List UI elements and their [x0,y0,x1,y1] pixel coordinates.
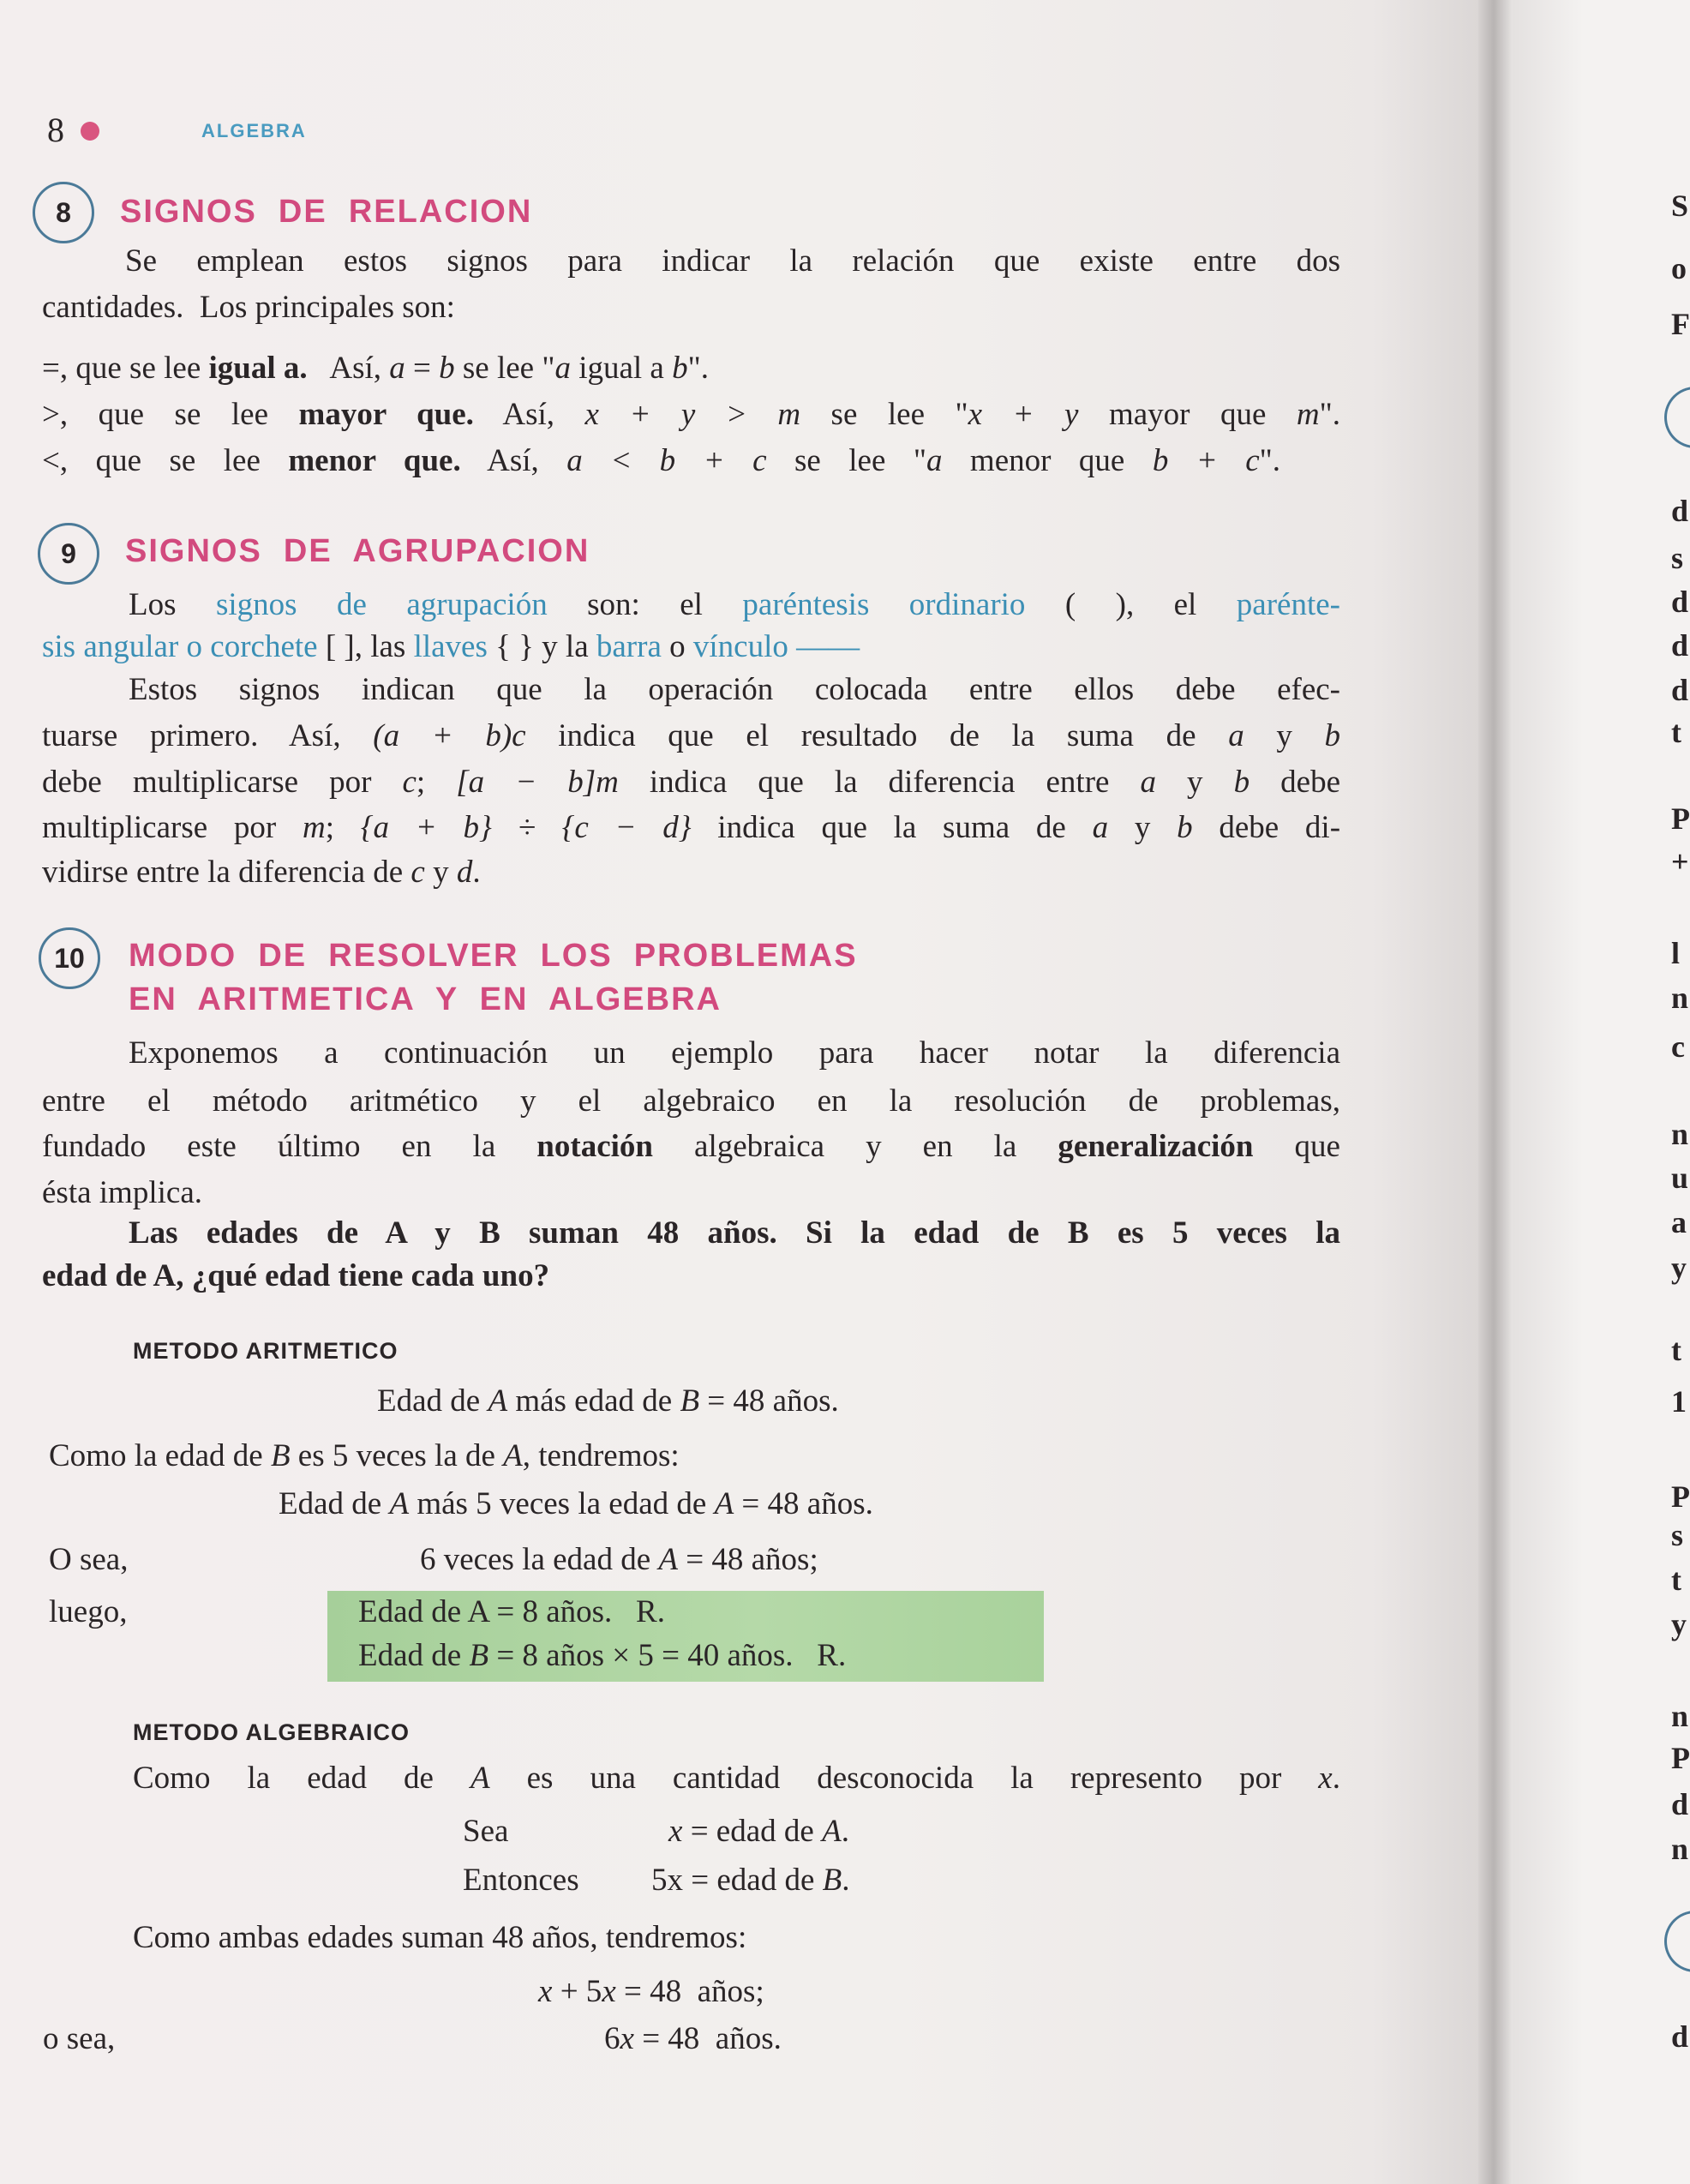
text-segment: algebraica y en la [652,1129,1058,1164]
cropped-text-fragment: t [1671,1563,1681,1597]
text-segment: x [620,2021,634,2056]
page-number: 8 [47,111,64,149]
cropped-text-fragment: s [1671,541,1684,575]
text-segment: se lee " [454,351,555,386]
text-segment: = 48 años. [699,1383,839,1419]
text-segment: ". [1319,397,1340,432]
text-segment: a [1228,718,1244,753]
text-segment: a [1092,810,1109,845]
text-segment: m [302,810,326,845]
text-line [129,584,1340,627]
text-segment: vidirse entre la diferencia de [42,855,411,890]
text-segment: =, que se lee [42,351,209,386]
text-segment: B [270,1438,291,1473]
text-segment: Edad de [279,1486,390,1521]
text-line [463,1859,579,1902]
text-segment: notación [536,1129,653,1164]
text-segment: . [1332,1761,1340,1796]
running-title: ALGEBRA [201,120,307,141]
text-segment: generalización [1058,1129,1254,1164]
text-segment: Sea [463,1814,509,1849]
text-segment: más 5 veces la edad de [409,1486,715,1521]
text-segment: indica que la diferencia entre [618,765,1141,800]
cropped-text-fragment: l [1671,936,1681,970]
text-line [43,2018,115,2061]
text-segment: a [554,351,571,386]
cropped-text-fragment: d [1671,585,1689,619]
text-segment: edad de A, ¿qué edad tiene cada uno? [42,1258,550,1293]
cropped-text-fragment: n [1671,981,1689,1015]
text-segment: = 48 años. [734,1486,873,1521]
text-segment: que [1253,1129,1340,1164]
text-segment: (a + b)c [373,718,526,753]
text-line [463,1810,508,1853]
text-segment: Edad de [377,1383,488,1419]
text-segment: = 48 años. [633,2021,782,2056]
text-line [133,1917,746,1959]
text-segment: menor que. [288,443,461,478]
cropped-text-fragment: c [1671,1029,1685,1064]
text-segment: Las edades de A y B suman 48 años. Si la edad de B es 5 veces la [129,1215,1340,1251]
text-segment: b [1324,718,1340,753]
highlighted-term: paréntesis ordinario [742,587,1026,622]
text-line [42,761,1340,804]
cropped-text-fragment: d [1671,673,1689,707]
text-segment: A [822,1814,842,1849]
text-segment: es 5 veces la de [290,1438,504,1473]
text-segment: { } y la [487,629,596,664]
text-segment: Estos signos indican que la operación colocada entre ellos debe efec- [129,672,1340,707]
section-number-badge: 9 [38,523,99,585]
text-segment: A [503,1438,523,1473]
text-segment: indica que la suma de [691,810,1093,845]
text-segment: cantidades. Los principales son: [42,290,455,325]
text-segment: A [389,1486,410,1521]
text-segment: , tendremos: [522,1438,680,1473]
text-segment: Se emplean estos signos para indicar la relación que existe entre dos [125,243,1340,279]
subheading-arithmetic: METODO ARITMETICO [133,1338,399,1364]
text-segment: tuarse primero. Así, [42,718,374,753]
text-segment: son: el [547,587,743,622]
text-segment: a [926,443,943,478]
text-segment: x [538,1974,553,2009]
text-line [42,1172,202,1215]
text-line [42,851,481,894]
text-segment: Así, [473,397,585,432]
text-segment: y [1156,765,1234,800]
cropped-text-fragment: y [1671,1251,1687,1285]
text-segment: Edad de [358,1638,470,1673]
cropped-text-fragment: a [1671,1205,1687,1239]
cropped-text-fragment: F [1671,307,1690,341]
cropped-text-fragment: t [1671,715,1681,749]
text-segment: Exponemos a continuación un ejemplo para hacer notar la diferencia [129,1035,1340,1071]
cropped-text-fragment: d [1671,1787,1689,1821]
text-segment: se lee " [800,397,968,432]
text-segment: Como la edad de [49,1438,271,1473]
text-line [377,1380,839,1423]
cropped-text-fragment: y [1671,1607,1687,1641]
text-segment: ". [687,351,709,386]
text-line [651,1859,850,1902]
text-segment: entre el método aritmético y el algebraico en la resolución de problemas, [42,1083,1340,1119]
text-segment: debe di- [1192,810,1341,845]
text-line [49,1591,127,1634]
text-segment: ". [1259,443,1281,478]
text-segment: debe [1250,765,1340,800]
text-segment: mayor que. [298,397,474,432]
text-segment: Edad de A = 8 años. R. [358,1594,665,1629]
text-segment: más edad de [507,1383,680,1419]
text-segment: A [714,1486,734,1521]
text-segment: = 8 años × 5 = 40 años. R. [488,1638,847,1673]
section-number-badge: 10 [39,927,100,989]
text-segment: <, que se lee [42,443,289,478]
text-segment: x + y [968,397,1079,432]
highlighted-term: sis angular o corchete [42,629,318,664]
text-segment: y [1244,718,1325,753]
text-segment: [ ], las [317,629,414,664]
text-segment: multiplicarse por [42,810,303,845]
text-line [42,1125,1340,1168]
text-line [358,1591,665,1634]
text-segment: y [1108,810,1178,845]
text-line [129,1212,1340,1255]
subheading-algebraic: METODO ALGEBRAICO [133,1719,411,1745]
text-segment: ( ), el [1025,587,1237,622]
text-segment: b + c [1152,443,1260,478]
text-segment: = edad de [682,1814,823,1849]
text-line [42,286,455,329]
text-segment: {a + b} ÷ {c − d} [360,810,692,845]
cropped-text-fragment: + [1671,844,1689,879]
cropped-text-fragment: S [1671,189,1689,223]
text-segment: [a − b]m [456,765,619,800]
section-title-line2: EN ARITMETICA Y EN ALGEBRA [129,981,722,1017]
text-segment: a [389,351,405,386]
text-line [358,1635,846,1677]
section-title: SIGNOS DE RELACION [120,194,533,230]
text-segment: igual a [570,351,673,386]
text-line [129,1032,1340,1075]
cropped-text-fragment: d [1671,2019,1689,2054]
text-segment: = 48 años; [615,1974,764,2009]
text-line [129,669,1340,711]
book-gutter [1478,0,1513,2184]
cropped-text-fragment: t [1671,1333,1681,1367]
cropped-text-fragment: P [1671,1741,1690,1775]
text-segment: Entonces [463,1863,579,1898]
highlighted-term: —— [788,629,860,664]
text-segment: Los [129,587,216,622]
text-segment: c [411,855,425,890]
highlighted-term: parénte- [1236,587,1340,622]
text-segment: igual a. [208,351,308,386]
cropped-text-fragment: d [1671,494,1689,528]
text-segment: debe multiplicarse por [42,765,403,800]
text-segment: >, que se lee [42,397,299,432]
text-segment: o [661,629,693,664]
text-segment: . [472,855,481,890]
text-segment: b [672,351,688,386]
text-segment: A [470,1761,490,1796]
text-line [49,1539,128,1581]
text-segment: ésta implica. [42,1175,202,1210]
highlighted-term: vínculo [692,629,788,664]
section-title: MODO DE RESOLVER LOS PROBLEMAS [129,938,858,974]
text-line [42,715,1340,758]
section-title: SIGNOS DE AGRUPACION [125,533,590,569]
text-segment: es una cantidad desconocida la represento por [489,1761,1319,1796]
highlighted-term: llaves [413,629,488,664]
text-line [42,626,860,669]
text-segment: mayor que [1078,397,1297,432]
cropped-text-fragment: P [1671,801,1690,836]
text-segment: = [405,351,440,386]
text-segment: x + y > m [584,397,801,432]
text-segment: x [1318,1761,1333,1796]
text-segment: indica que el resultado de la suma de [525,718,1229,753]
text-segment: b [1177,810,1193,845]
text-segment: O sea, [49,1542,129,1577]
section-number-badge: 8 [33,182,94,243]
text-line [604,2018,782,2061]
text-segment: b [439,351,455,386]
text-line [42,347,709,390]
right-page [1513,0,1690,2184]
text-line [49,1435,680,1478]
cropped-text-fragment: u [1671,1161,1689,1195]
text-segment: . [842,1863,850,1898]
text-line [42,807,1340,849]
text-segment: Como la edad de [133,1761,470,1796]
cropped-text-fragment: n [1671,1832,1689,1866]
text-line [42,393,1340,436]
cropped-text-fragment: o [1671,251,1687,285]
text-segment: ; [416,765,457,800]
text-segment: y [424,855,457,890]
text-segment: x [602,1974,616,2009]
text-segment: Así, [460,443,567,478]
text-segment: = 48 años; [678,1542,818,1577]
text-segment: o sea, [43,2021,116,2056]
cropped-text-fragment: n [1671,1699,1689,1733]
text-line [42,1080,1340,1123]
cropped-text-fragment: P [1671,1479,1690,1514]
text-line [420,1539,818,1581]
highlighted-term: signos de agrupación [215,587,548,622]
text-segment: fundado este último en la [42,1129,537,1164]
text-segment: a [1140,765,1156,800]
cropped-text-fragment: n [1671,1117,1689,1151]
text-segment: ; [325,810,361,845]
text-segment: luego, [49,1594,128,1629]
cropped-text-fragment: 1 [1671,1384,1687,1419]
text-line [279,1483,873,1526]
text-segment: . [841,1814,849,1849]
text-segment: + 5 [552,1974,602,2009]
text-segment: A [658,1542,678,1577]
highlighted-term: barra [596,629,662,664]
bullet-dot-icon [81,122,99,141]
text-segment: Así, [307,351,390,386]
text-line [133,1757,1340,1800]
text-segment: d [456,855,473,890]
text-segment: 5x = edad de [651,1863,823,1898]
text-segment: B [469,1638,489,1673]
cropped-text-fragment: s [1671,1518,1684,1552]
cropped-text-fragment: d [1671,628,1689,663]
text-segment: a < b + c [566,443,767,478]
text-segment: menor que [942,443,1153,478]
text-segment: b [1233,765,1250,800]
text-segment: B [822,1863,842,1898]
text-segment: A [488,1383,508,1419]
text-segment: c [402,765,417,800]
text-line [668,1810,849,1853]
text-segment: x [668,1814,683,1849]
text-segment: 6 [604,2021,620,2056]
text-segment: Como ambas edades suman 48 años, tendremos: [133,1920,747,1955]
text-line [42,1255,549,1298]
text-line [42,440,1280,483]
text-line [125,240,1340,283]
text-line [538,1971,764,2013]
text-segment: B [680,1383,700,1419]
text-segment: se lee " [766,443,926,478]
text-segment: 6 veces la edad de [420,1542,659,1577]
text-segment: m [1296,397,1320,432]
